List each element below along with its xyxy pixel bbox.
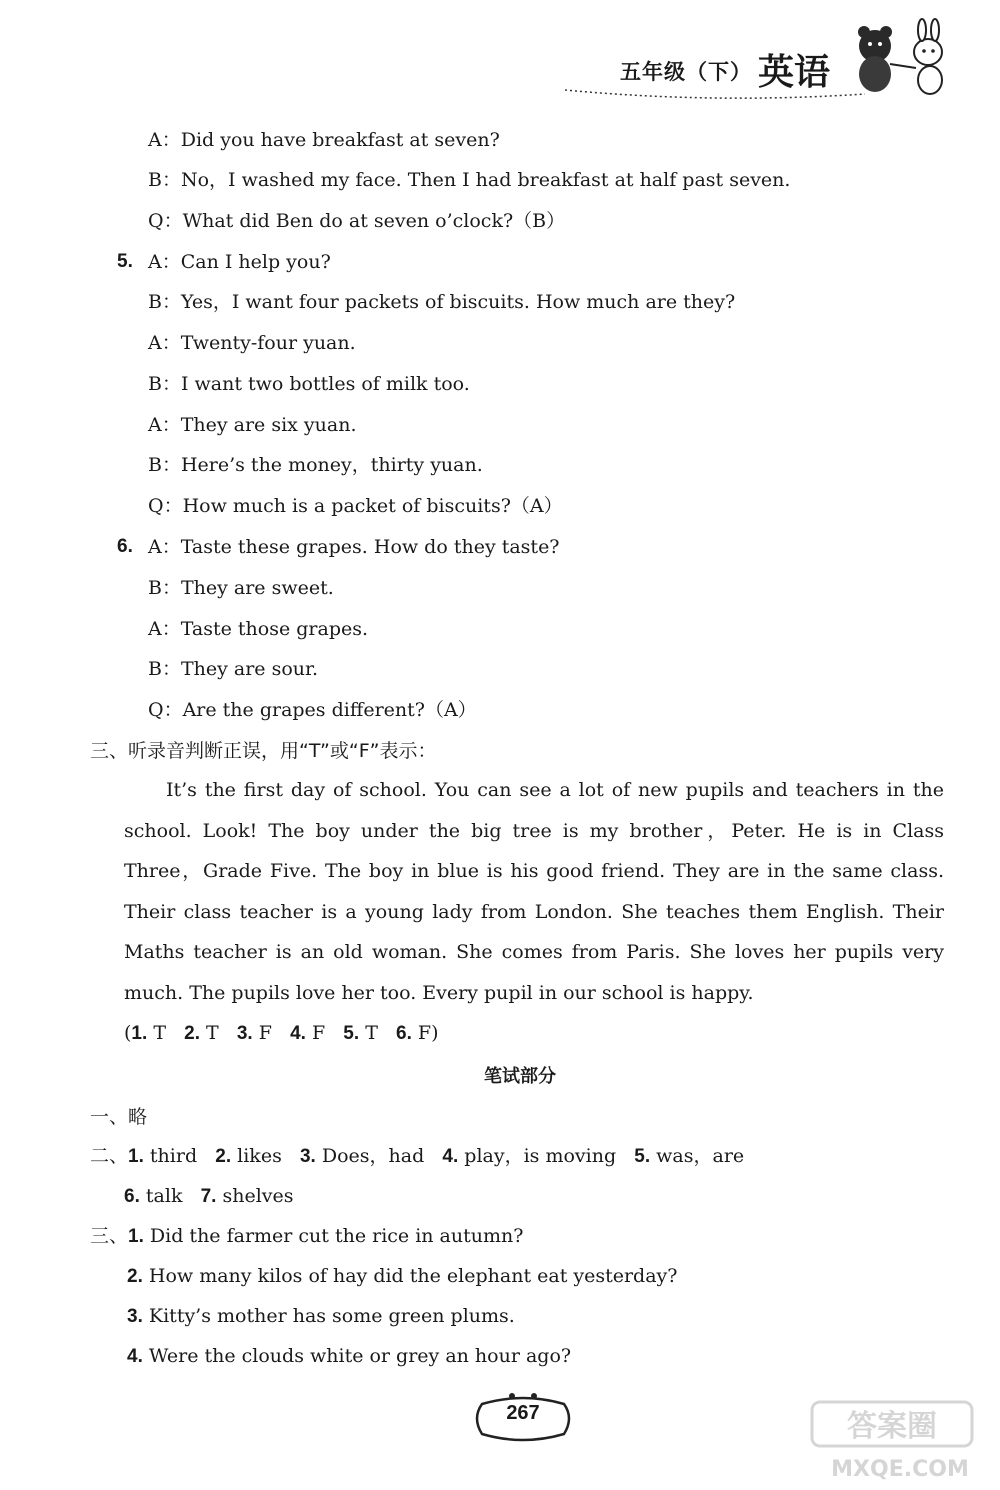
item-text: F (258, 1022, 272, 1044)
dialog5-line-2: B：Yes，I want four packets of biscuits. How much are they? (148, 291, 736, 313)
item-number: 4. (290, 1023, 306, 1044)
item-text: play，is moving (464, 1145, 617, 1167)
item-number: 6. (124, 1186, 140, 1207)
page-number: 267 (506, 1402, 540, 1424)
item-text: T (206, 1022, 219, 1044)
dialog5-line-5: A：They are six yuan. (148, 414, 357, 436)
item-text: Does，had (321, 1145, 425, 1167)
dialog6-line-3: A：Taste those grapes. (148, 618, 369, 640)
item-number: 4. (127, 1346, 143, 1367)
dialog4-line-1: A：Did you have breakfast at seven? (148, 129, 500, 151)
bear-rabbit-mascot-icon (840, 18, 960, 98)
section3-passage: It’s the first day of school. You can see a lot of new pupils and teachers in the school. Look! The boy under the big tree is my brother，Peter. He is in Class Three，Grade Five. The boy in blue is his good friend. They are in the same class. Their class teacher is a young lady from London. She teaches them English. Their Maths teacher is an old woman. She comes from Paris. She loves her pupils very much. The pupils love her too. Every pupil in our school is happy. (124, 779, 944, 1004)
written-part3-item-3 (127, 1303, 515, 1330)
dialog5-line-3: A：Twenty-four yuan. (148, 332, 356, 354)
item-number: 2. (127, 1266, 143, 1287)
written-part3-label: 三、 (90, 1225, 129, 1247)
dialog6-number: 6. (117, 536, 133, 557)
item-text: shelves (222, 1185, 294, 1207)
section3-answers: (1. T 2. T 3. F 4. F 5. T 6. F) (124, 1022, 439, 1044)
item-number: 4. (442, 1146, 459, 1167)
dialog5-line-6: B：Here’s the money，thirty yuan. (148, 454, 483, 476)
item-number: 1. (131, 1023, 148, 1044)
svg-text:答案圈: 答案圈 (847, 1409, 937, 1444)
item-number: 3. (299, 1146, 316, 1167)
item-number: 2. (215, 1146, 232, 1167)
written-part3-item-1 (90, 1223, 523, 1250)
item-text: third (149, 1145, 198, 1167)
item-number: 3. (236, 1023, 253, 1044)
item-number: 6. (396, 1023, 412, 1044)
section3-heading: 三、听录音判断正误，用“T”或“F”表示： (90, 740, 437, 762)
dialog6-question: Q：Are the grapes different?（A） (148, 699, 477, 721)
header-subject: 英语 (758, 52, 831, 93)
item-number: 1. (128, 1226, 144, 1247)
dialog4-line-2: B：No，I washed my face. Then I had breakfast at half past seven. (148, 169, 791, 191)
dialog5-question: Q：How much is a packet of biscuits?（A） (148, 495, 563, 517)
item-text: Kitty’s mother has some green plums. (148, 1305, 515, 1327)
item-text: F (417, 1022, 432, 1044)
written-part3-item-2 (127, 1263, 677, 1290)
dialog6-line-2: B：They are sweet. (148, 577, 334, 599)
header-grade: 五年级（下） (620, 60, 752, 84)
item-text: talk (145, 1185, 183, 1207)
item-text: likes (237, 1145, 282, 1167)
dialog5-line-1: A：Can I help you? (148, 251, 331, 273)
dialog6-line-1: A：Taste these grapes. How do they taste? (148, 536, 560, 558)
written-part3-item-4 (127, 1343, 571, 1370)
dialog5-number: 5. (117, 251, 133, 272)
item-text: was，are (656, 1145, 745, 1167)
item-number: 5. (634, 1146, 651, 1167)
item-text: How many kilos of hay did the elephant eat yesterday? (148, 1265, 678, 1287)
item-number: 3. (127, 1306, 143, 1327)
written-part2-label: 二、 (90, 1145, 129, 1167)
written-part1 (90, 1104, 147, 1130)
written-part2-row2 (124, 1183, 294, 1210)
watermark-logo (810, 1398, 990, 1484)
item-text: Were the clouds white or grey an hour ago? (148, 1345, 572, 1367)
dialog6-line-4: B：They are sour. (148, 658, 319, 680)
dialog4-question: Q：What did Ben do at seven o’clock?（B） (148, 210, 566, 232)
item-text: T (153, 1022, 167, 1044)
item-number: 2. (184, 1023, 200, 1044)
written-part-title: 笔试部分 (484, 1066, 556, 1087)
item-text: F (311, 1022, 326, 1044)
svg-text:MXQE.COM: MXQE.COM (831, 1457, 969, 1482)
written-part2-row1 (90, 1143, 744, 1170)
written-part1-label: 一、 (90, 1106, 129, 1128)
item-number: 7. (200, 1186, 217, 1207)
item-text: T (365, 1022, 378, 1044)
item-number: 1. (128, 1146, 144, 1167)
dialog5-line-4: B：I want two bottles of milk too. (148, 373, 470, 395)
item-number: 5. (343, 1023, 360, 1044)
written-part1-text: 略 (128, 1106, 148, 1128)
item-text: Did the farmer cut the rice in autumn? (149, 1225, 524, 1247)
